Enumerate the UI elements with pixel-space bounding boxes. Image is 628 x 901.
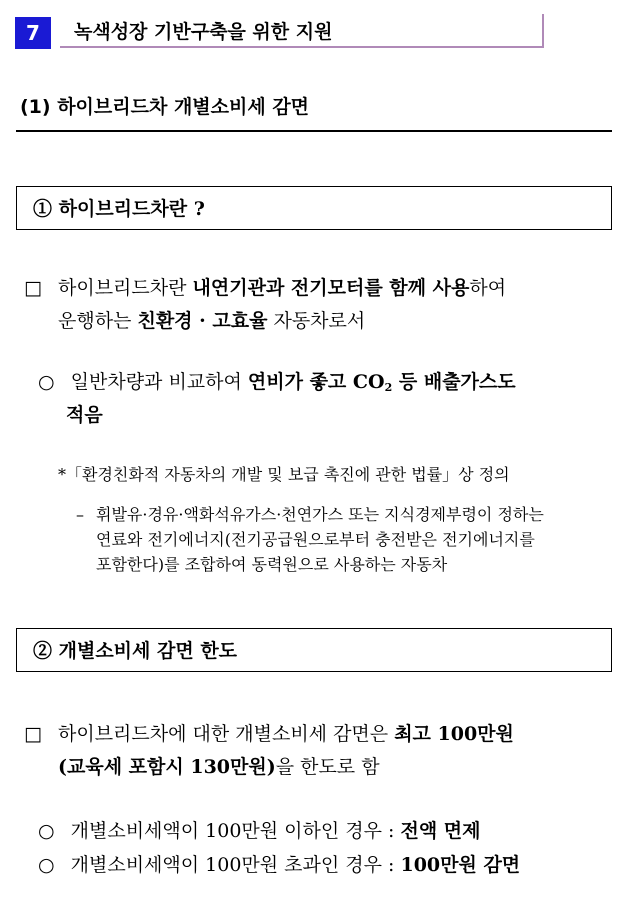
legal-definition-note: *「환경친화적 자동차의 개발 및 보급 촉진에 관한 법률」상 정의 [58,465,510,484]
paragraph-fuel-efficiency-line1: ○ 일반차량과 비교하여 연비가 좋고 CO2 등 배출가스도 [38,371,516,394]
legal-definition-line3: 포함한다)를 조합하여 동력원으로 사용하는 자동차 [96,555,448,574]
square-bullet: □ [24,723,42,745]
chapter-number-badge: 7 [15,17,51,49]
square-bullet: □ [24,277,42,299]
circle-bullet: ○ [38,854,55,876]
paragraph-tax-limit-line2: (교육세 포함시 130만원)을 한도로 함 [58,756,380,778]
section-heading: (1) 하이브리드차 개별소비세 감면 [20,96,310,118]
legal-definition-dash: – [76,505,84,524]
subsection-box-limit [16,628,612,672]
circle-bullet: ○ [38,371,55,393]
subsection-box-definition [16,186,612,230]
paragraph-hybrid-definition-line2: 운행하는 친환경 · 고효율 자동차로서 [58,310,366,332]
legal-definition-line1: 휘발유·경유·액화석유가스·천연가스 또는 지식경제부령이 정하는 [96,505,544,524]
paragraph-tax-limit-line1: □ 하이브리드차에 대한 개별소비세 감면은 최고 100만원 [24,723,514,745]
list-item-over-100: ○ 개별소비세액이 100만원 초과인 경우 : 100만원 감면 [38,854,521,876]
subsection-title: ① 하이브리드차란 ? [33,198,205,220]
list-item-under-100: ○ 개별소비세액이 100만원 이하인 경우 : 전액 면제 [38,820,481,842]
chapter-title: 녹색성장 기반구축을 위한 지원 [60,14,544,48]
section-divider [16,130,612,132]
circle-bullet: ○ [38,820,55,842]
legal-definition-line2: 연료와 전기에너지(전기공급원으로부터 충전받은 전기에너지를 [96,530,535,549]
paragraph-fuel-efficiency-line2: 적음 [66,404,103,426]
paragraph-hybrid-definition-line1: □ 하이브리드차란 내연기관과 전기모터를 함께 사용하여 [24,277,507,299]
subsection-title: ② 개별소비세 감면 한도 [33,640,238,662]
